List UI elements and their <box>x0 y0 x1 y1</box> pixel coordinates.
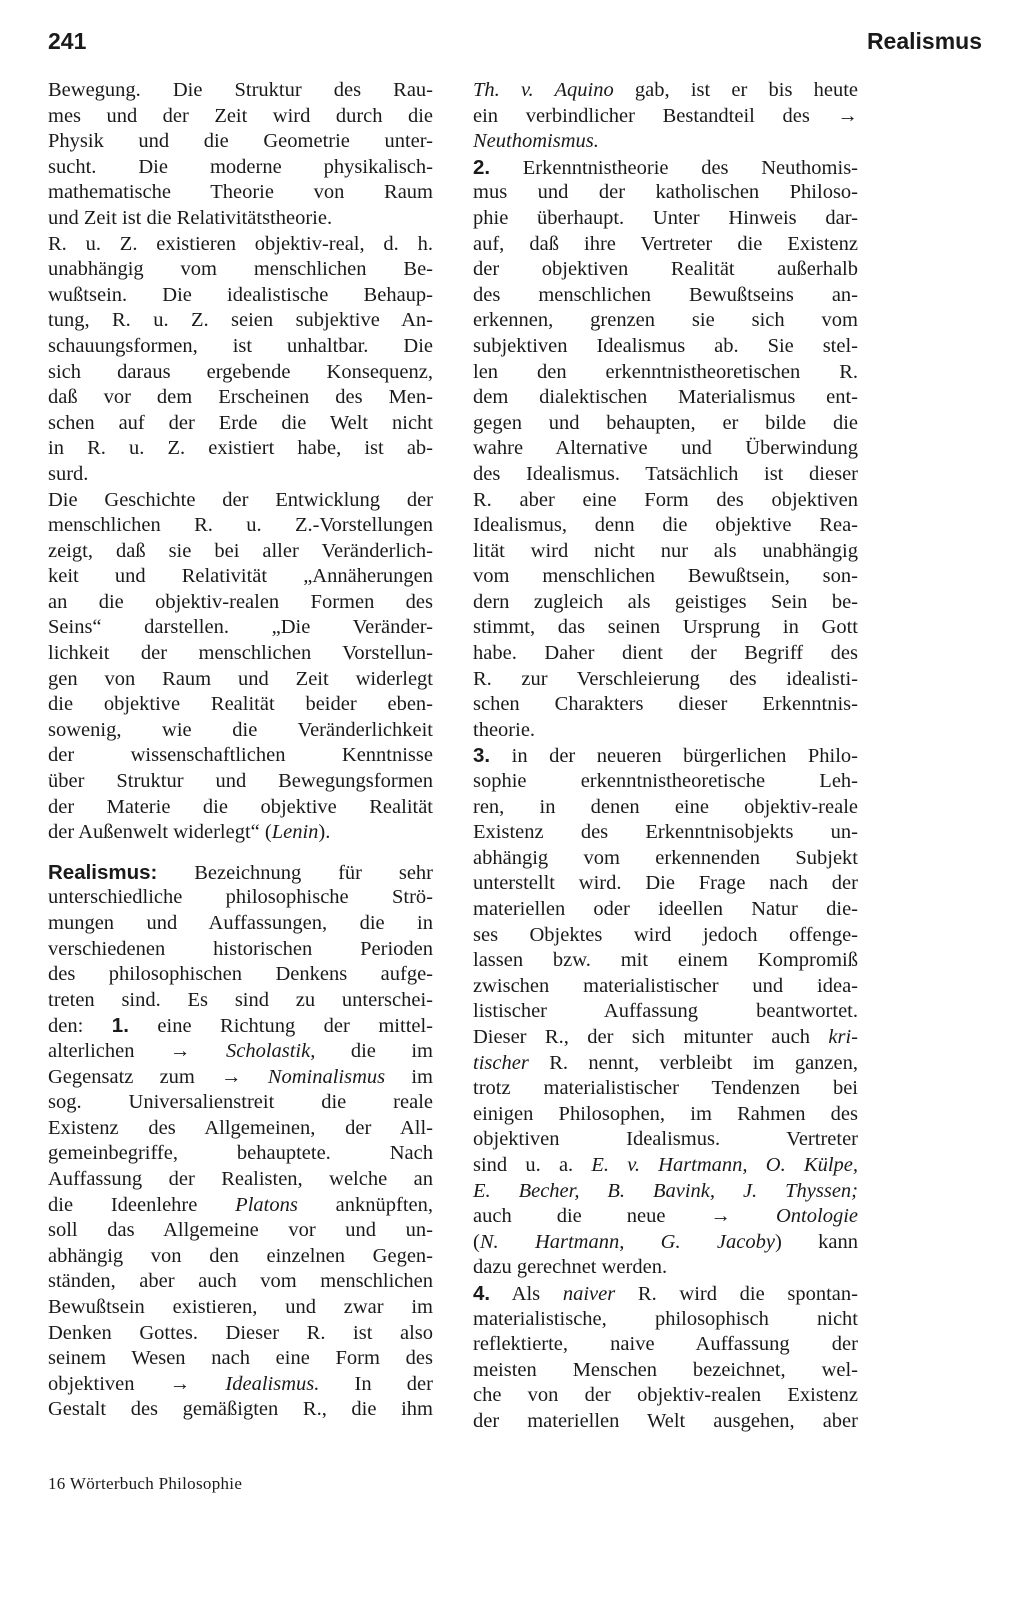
text-line: Bewußtsein existieren, und zwar im <box>48 1295 433 1318</box>
text-line: sucht. Die moderne physikalisch- <box>48 155 433 178</box>
text-span: objektiven → <box>48 1372 226 1395</box>
text-line: R. aber eine Form des objektiven <box>473 488 858 511</box>
cross-reference: Neuthomismus. <box>473 130 599 153</box>
text-line: dem dialektischen Materialismus ent- <box>473 386 858 409</box>
text-line: habe. Daher dient der Begriff des <box>473 642 858 665</box>
text-line: sog. Universalienstreit die reale <box>48 1091 433 1114</box>
text-line <box>48 860 433 886</box>
text-line: phie überhaupt. Unter Hinweis dar- <box>473 206 858 229</box>
text-span: alterlichen → <box>48 1039 226 1062</box>
text-span: den: <box>48 1015 112 1038</box>
text-line: Auffassung der Realisten, welche an <box>48 1167 433 1190</box>
cross-reference: Scholastik, <box>225 1039 316 1062</box>
text-line <box>473 1230 858 1256</box>
text-span: In der <box>319 1372 433 1395</box>
text-line: abhängig vom erkennenden Subjekt <box>473 846 858 869</box>
text-line: ein verbindlicher Bestandteil des → <box>473 104 858 127</box>
text-line: einigen Philosophen, im Rahmen des <box>473 1102 858 1125</box>
text-span: Bezeichnung für sehr <box>194 861 433 884</box>
text-line: tung, R. u. Z. seien subjektive An- <box>48 309 433 332</box>
text-line: trotz materialistischer Tendenzen bei <box>473 1077 858 1100</box>
text-span: sind u. a. <box>473 1153 592 1176</box>
running-head: Realismus <box>866 28 982 54</box>
text-line: R. u. Z. existieren objektiv-real, d. h. <box>48 232 433 255</box>
text-span: in der neueren bürgerlichen Philo- <box>490 745 858 768</box>
text-line: lassen bzw. mit einem Kompromiß <box>473 949 858 972</box>
text-line: gen von Raum und Zeit widerlegt <box>48 667 433 690</box>
text-line <box>473 129 858 155</box>
text-span: gab, ist er bis heute <box>613 79 859 101</box>
text-line: erkennen, grenzen sie sich vom <box>473 309 858 332</box>
text-span: Erkenntnistheorie des Neuthomis- <box>490 156 858 179</box>
text-line: wahre Alternative und Überwindung <box>473 437 858 460</box>
text-line: der wissenschaftlichen Kenntnisse <box>48 744 433 767</box>
text-line: Existenz des Erkenntnisobjekts un- <box>473 821 858 844</box>
text-line: Physik und die Geometrie unter- <box>48 130 433 153</box>
cross-reference: Idealismus. <box>225 1372 320 1395</box>
text-line: verschiedenen historischen Perioden <box>48 937 433 960</box>
text-line: an die objektiv-realen Formen des <box>48 590 433 613</box>
text-line: sophie erkenntnistheoretische Leh- <box>473 770 858 793</box>
text-line: sich daraus ergebende Konsequenz, <box>48 360 433 383</box>
text-line: vom menschlichen Bewußtsein, son- <box>473 565 858 588</box>
cross-reference: Nominalismus <box>267 1065 386 1088</box>
text-line: auf, daß ihre Vertreter die Existenz <box>473 232 858 255</box>
text-line: in R. u. Z. existiert habe, ist ab- <box>48 437 433 460</box>
text-line: schen Charakters dieser Erkenntnis- <box>473 693 858 716</box>
text-line: wußtsein. Die idealistische Behaup- <box>48 283 433 306</box>
item-number: 4. <box>473 1281 491 1305</box>
text-line: Seins“ darstellen. „Die Veränder- <box>48 616 433 639</box>
text-line: menschlichen R. u. Z.-Vorstellungen <box>48 514 433 537</box>
text-line: unabhängig vom menschlichen Be- <box>48 258 433 281</box>
text-line: Existenz des Allgemeinen, der All- <box>48 1116 433 1139</box>
text-line: theorie. <box>473 718 536 741</box>
text-line: über Struktur und Bewegungsformen <box>48 770 433 793</box>
text-line <box>473 1179 858 1205</box>
text-line <box>48 1013 433 1039</box>
text-line <box>473 78 858 104</box>
text-line: materialistische, philosophisch nicht <box>473 1307 858 1330</box>
text-line: dazu gerechnet werden. <box>473 1256 668 1279</box>
text-line: lichkeit der menschlichen Vorstellun- <box>48 642 433 665</box>
text-line: gemeinbegriffe, behauptete. Nach <box>48 1142 433 1165</box>
item-number: 1. <box>111 1014 129 1038</box>
text-span: R. nennt, verbleibt im ganzen, <box>528 1051 858 1074</box>
text-line: reflektierte, naive Auffassung der <box>473 1333 858 1356</box>
text-line <box>473 743 858 769</box>
text-line: treten sind. Es sind zu unterschei- <box>48 988 433 1011</box>
text-span: die Ideenlehre <box>48 1193 236 1216</box>
author-ref: E. v. Hartmann, O. Külpe, <box>591 1153 858 1176</box>
text-line: Die Geschichte der Entwicklung der <box>48 488 433 511</box>
text-line <box>48 1065 433 1091</box>
text-line <box>473 1204 858 1230</box>
text-line <box>473 1153 858 1179</box>
text-line: mus und der katholischen Philoso- <box>473 181 858 204</box>
text-line: Idealismus, denn die objektive Rea- <box>473 514 858 537</box>
author-ref: E. Becher, B. Bavink, J. Thyssen; <box>473 1179 858 1202</box>
text-line: unterstellt wird. Die Frage nach der <box>473 872 858 895</box>
text-line: daß vor dem Erscheinen des Men- <box>48 386 433 409</box>
text-span: R. wird die spontan- <box>615 1282 858 1305</box>
right-column <box>473 78 858 1434</box>
emphasis: naiver <box>562 1282 616 1305</box>
text-span: die im <box>315 1039 433 1062</box>
text-line <box>48 1039 433 1065</box>
text-line: des Idealismus. Tatsächlich ist dieser <box>473 462 858 485</box>
entry-headword: Realismus: <box>48 860 158 884</box>
text-line: mathematische Theorie von Raum <box>48 181 433 204</box>
author-ref: Platons <box>235 1193 298 1216</box>
page-number: 241 <box>48 28 87 54</box>
text-line: Denken Gottes. Dieser R. ist also <box>48 1321 433 1344</box>
left-column <box>48 78 433 1423</box>
text-span: ). <box>318 821 331 844</box>
cross-reference: Ontologie <box>776 1205 858 1228</box>
text-line: die objektive Realität beider eben- <box>48 693 433 716</box>
text-line: len den erkenntnistheoretischen R. <box>473 360 858 383</box>
text-line: lität wird nicht nur als unabhängig <box>473 539 858 562</box>
text-line: keit und Relativität „Annäherungen <box>48 565 433 588</box>
text-line: objektiven Idealismus. Vertreter <box>473 1128 858 1151</box>
text-span: ) kann <box>774 1230 858 1253</box>
text-span: der Außenwelt widerlegt“ ( <box>48 821 272 844</box>
footer-signature: 16 Wörterbuch Philosophie <box>48 1474 243 1493</box>
text-line: ses Objektes wird jedoch offenge- <box>473 923 858 946</box>
text-line: zwischen materialistischer und idea- <box>473 974 858 997</box>
item-number: 3. <box>473 744 491 768</box>
text-line <box>48 1372 433 1398</box>
text-line: des menschlichen Bewußtseins an- <box>473 283 858 306</box>
text-line: und Zeit ist die Relativitätstheorie. <box>48 206 333 229</box>
text-line <box>473 1025 858 1051</box>
emphasis: kri- <box>828 1025 858 1048</box>
text-span: eine Richtung der mittel- <box>128 1015 434 1038</box>
item-number: 2. <box>473 155 491 179</box>
text-line: der Materie die objektive Realität <box>48 795 433 818</box>
text-line: surd. <box>48 462 89 485</box>
text-line: zeigt, daß sie bei aller Veränderlich- <box>48 539 433 562</box>
text-span: im <box>385 1065 433 1088</box>
text-line: schen auf der Erde die Welt nicht <box>48 411 433 434</box>
author-ref: N. Hartmann, G. Jacoby <box>479 1230 775 1253</box>
text-line: meisten Menschen bezeichnet, wel- <box>473 1358 858 1381</box>
text-line: der objektiven Realität außerhalb <box>473 258 858 281</box>
text-line: stimmt, das seinen Ursprung in Gott <box>473 616 858 639</box>
text-line <box>48 1193 433 1219</box>
text-line: materiellen oder ideellen Natur die- <box>473 898 858 920</box>
text-line: soll das Allgemeine vor und un- <box>48 1219 433 1242</box>
text-line: listischer Auffassung beantwortet. <box>473 1000 858 1023</box>
text-line <box>473 155 858 181</box>
text-line: gegen und behaupten, er bilde die <box>473 411 858 434</box>
text-span: ( <box>473 1230 480 1253</box>
text-span: Als <box>490 1282 563 1305</box>
text-line: dern zugleich als geistiges Sein be- <box>473 590 858 613</box>
text-line: sowenig, wie die Veränderlichkeit <box>48 718 433 741</box>
text-line: che von der objektiv-realen Existenz <box>473 1384 858 1407</box>
text-span: auch die neue → <box>473 1205 776 1228</box>
text-span: Gegensatz zum → <box>48 1065 268 1088</box>
text-span: Dieser R., der sich mitunter auch <box>473 1025 829 1048</box>
author-ref: Th. v. Aquino <box>473 79 614 101</box>
text-line: subjektiven Idealismus ab. Sie stel- <box>473 334 858 357</box>
text-line: ständen, aber auch vom menschlichen <box>48 1270 433 1293</box>
text-line: R. zur Verschleierung des idealisti- <box>473 667 858 690</box>
text-line: Gestalt des gemäßigten R., die ihm <box>48 1398 433 1421</box>
text-line: der materiellen Welt ausgehen, aber <box>473 1409 858 1432</box>
author-ref: Lenin <box>271 821 319 844</box>
text-line: Bewegung. Die Struktur des Rau- <box>48 79 433 101</box>
text-line: seinem Wesen nach eine Form des <box>48 1347 433 1370</box>
text-line: des philosophischen Denkens aufge- <box>48 963 433 986</box>
text-line <box>473 1051 858 1077</box>
text-line: abhängig von den einzelnen Gegen- <box>48 1244 433 1267</box>
emphasis: tischer <box>473 1051 529 1074</box>
text-line: ren, in denen eine objektiv-reale <box>473 795 858 818</box>
text-line <box>473 1281 858 1307</box>
text-line: schauungsformen, ist unhaltbar. Die <box>48 334 433 357</box>
text-line: mungen und Auffassungen, die in <box>48 912 433 934</box>
text-span: anknüpften, <box>297 1193 433 1216</box>
text-line: unterschiedliche philosophische Strö- <box>48 886 433 909</box>
text-line <box>48 820 433 846</box>
text-line: mes und der Zeit wird durch die <box>48 104 433 127</box>
